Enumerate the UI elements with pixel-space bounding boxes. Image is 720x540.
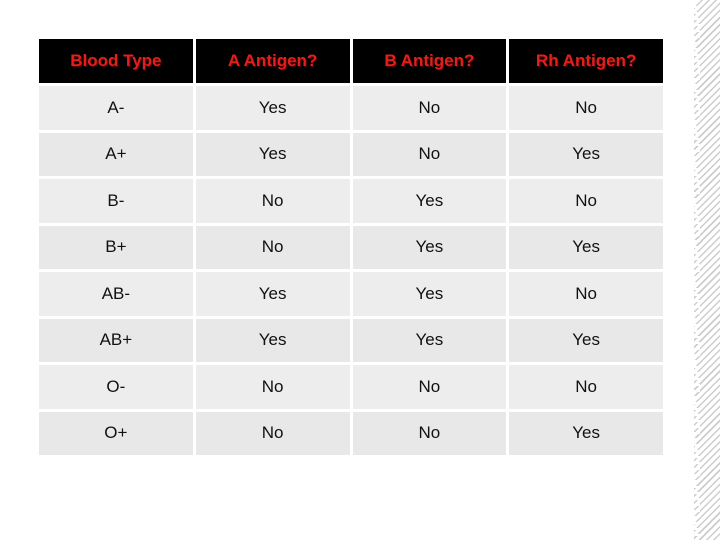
cell-b-antigen: No [353,133,507,177]
cell-a-antigen: No [196,365,350,409]
cell-blood-type: B+ [39,226,193,270]
header-a-antigen: A Antigen? [196,39,350,83]
table-row [39,86,663,130]
header-blood-type: Blood Type [39,39,193,83]
table-row [39,412,663,456]
header-b-antigen: B Antigen? [353,39,507,83]
cell-rh-antigen: Yes [509,133,663,177]
cell-a-antigen: No [196,226,350,270]
cell-blood-type: B- [39,179,193,223]
cell-a-antigen: Yes [196,133,350,177]
table-row [39,179,663,223]
table-row [39,272,663,316]
cell-b-antigen: Yes [353,179,507,223]
cell-rh-antigen: No [509,179,663,223]
cell-b-antigen: Yes [353,226,507,270]
cell-blood-type: A- [39,86,193,130]
cell-a-antigen: Yes [196,319,350,363]
header-rh-antigen: Rh Antigen? [509,39,663,83]
table-row [39,319,663,363]
cell-b-antigen: No [353,365,507,409]
cell-a-antigen: No [196,412,350,456]
cell-a-antigen: Yes [196,272,350,316]
cell-rh-antigen: Yes [509,226,663,270]
table-row [39,133,663,177]
cell-rh-antigen: No [509,86,663,130]
cell-blood-type: A+ [39,133,193,177]
cell-b-antigen: Yes [353,272,507,316]
cell-blood-type: AB+ [39,319,193,363]
cell-blood-type: O+ [39,412,193,456]
cell-b-antigen: No [353,412,507,456]
cell-blood-type: AB- [39,272,193,316]
table-header-row [39,39,663,83]
cell-rh-antigen: Yes [509,319,663,363]
cell-rh-antigen: Yes [509,412,663,456]
cell-a-antigen: No [196,179,350,223]
decorative-edge-stripes [694,0,720,540]
cell-rh-antigen: No [509,272,663,316]
cell-b-antigen: No [353,86,507,130]
cell-a-antigen: Yes [196,86,350,130]
table-row [39,365,663,409]
table-row [39,226,663,270]
cell-blood-type: O- [39,365,193,409]
cell-rh-antigen: No [509,365,663,409]
blood-type-table [36,36,666,458]
cell-b-antigen: Yes [353,319,507,363]
